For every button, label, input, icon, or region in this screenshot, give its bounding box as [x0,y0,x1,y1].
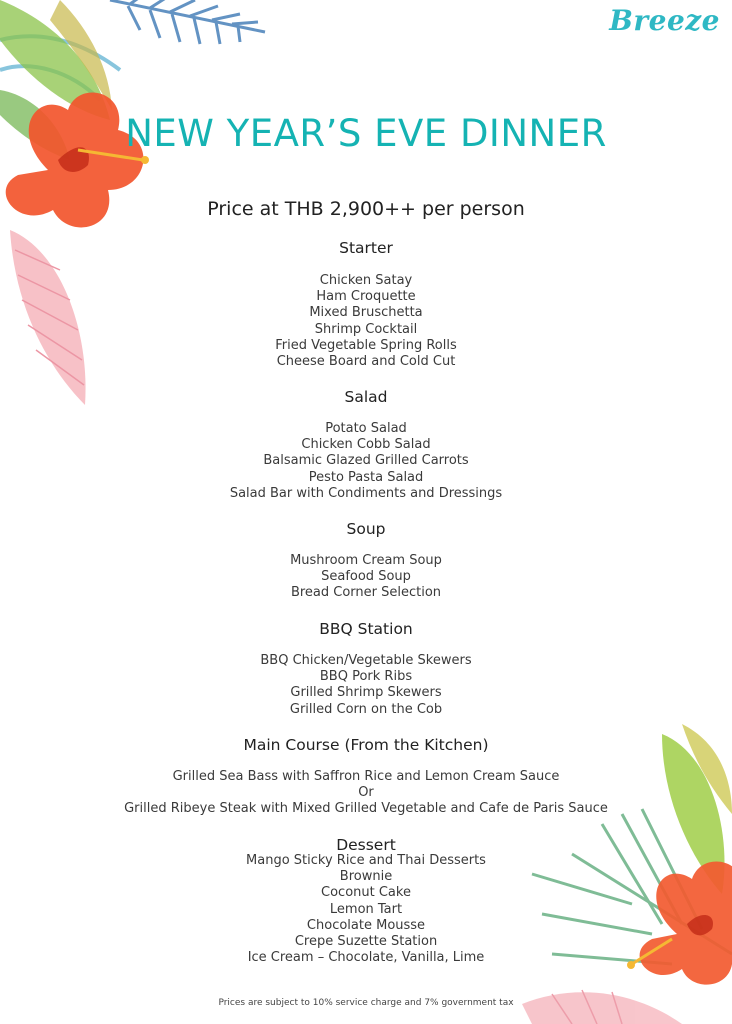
page-title: NEW YEAR’S EVE DINNER [125,112,607,155]
list-item: Grilled Ribeye Steak with Mixed Grilled Vegetable and Cafe de Paris Sauce [124,801,608,817]
section-title-soup: Soup [346,520,386,538]
list-item: Lemon Tart [329,901,403,917]
list-item: Ice Cream – Chocolate, Vanilla, Lime [247,950,485,966]
list-item: Potato Salad [325,421,407,436]
list-item: Crepe Suzette Station [294,934,438,950]
list-item: Shrimp Cocktail [314,321,418,337]
dessert-list [0,853,732,966]
list-item: Balsamic Glazed Grilled Carrots [263,453,469,469]
price-line: Price at THB 2,900++ per person [207,198,525,220]
section-title-salad: Salad [344,388,388,406]
list-item: Chicken Cobb Salad [301,437,431,453]
list-item: BBQ Pork Ribs [319,669,413,685]
list-item: Ham Croquette [316,289,416,305]
list-item: Fried Vegetable Spring Rolls [275,337,457,353]
list-item: Cheese Board and Cold Cut [276,354,456,370]
list-item: Seafood Soup [321,569,411,585]
list-item: Mushroom Cream Soup [290,553,442,568]
service-charge-note: Prices are subject to 10% service charge and 7% government tax [218,998,514,1008]
list-item: Mango Sticky Rice and Thai Desserts [246,853,486,868]
soup-list [0,553,732,602]
list-item: Grilled Corn on the Cob [289,701,443,717]
starter-list [0,273,732,370]
salad-list [0,421,732,502]
brand-logo: Breeze [609,4,720,37]
list-item: Salad Bar with Condiments and Dressings [229,485,503,501]
list-item: Or [358,785,374,801]
main-course-list [0,769,732,818]
list-item: Coconut Cake [321,885,411,901]
list-item: Grilled Sea Bass with Saffron Rice and Lemon Cream Sauce [172,769,560,784]
list-item: Chicken Satay [319,273,413,288]
bbq-station-list [0,653,732,718]
list-item: Grilled Shrimp Skewers [290,685,442,701]
section-title-bbq-station: BBQ Station [319,620,413,638]
list-item: Mixed Bruschetta [309,305,423,321]
list-item: Chocolate Mousse [306,917,426,933]
section-title-dessert: Dessert [336,836,396,854]
section-title-starter: Starter [339,239,393,257]
section-title-main-course: Main Course (From the Kitchen) [243,736,489,754]
list-item: BBQ Chicken/Vegetable Skewers [260,653,472,668]
list-item: Bread Corner Selection [290,585,442,601]
list-item: Brownie [339,869,393,885]
list-item: Pesto Pasta Salad [308,469,424,485]
